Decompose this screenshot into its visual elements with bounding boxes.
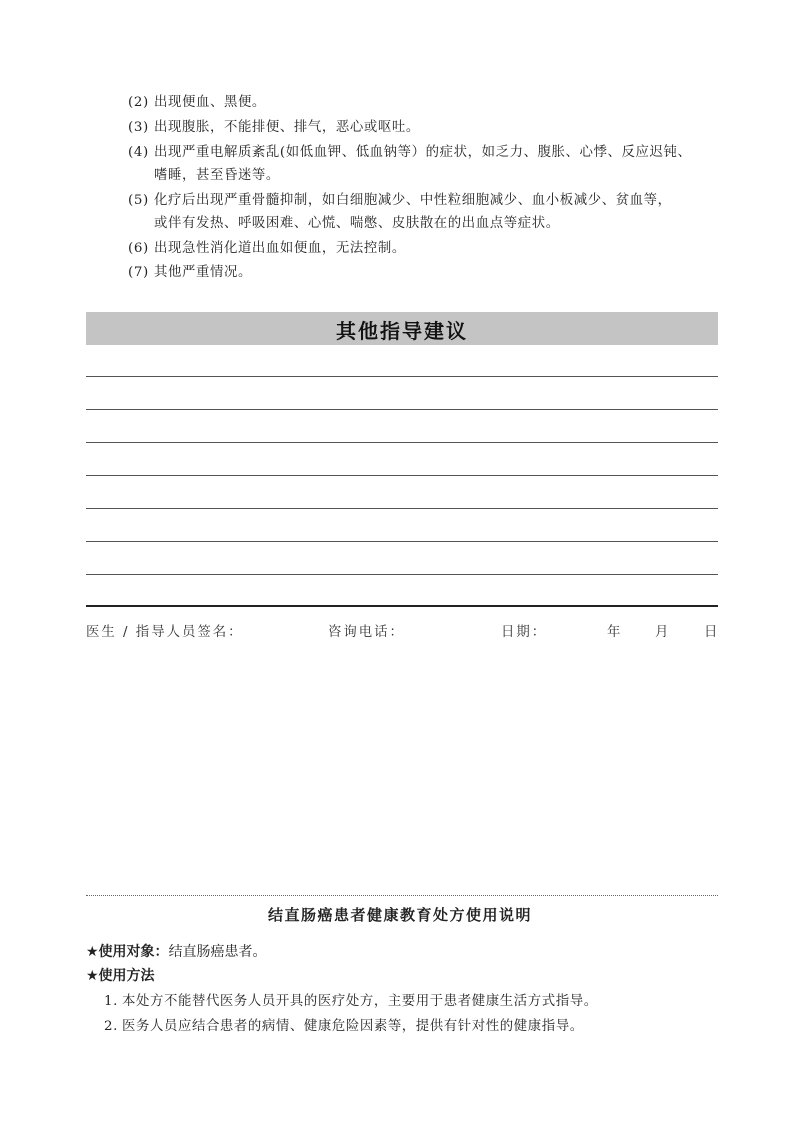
writing-line[interactable] <box>86 541 718 542</box>
month-label: 月 <box>655 625 671 640</box>
date-label: 日期： <box>501 625 548 640</box>
usage-method-2 <box>104 1015 584 1034</box>
method-number: 1. <box>104 994 118 1009</box>
writing-line[interactable] <box>86 442 718 443</box>
writing-line[interactable] <box>86 475 718 476</box>
item-text: 其他严重情况。 <box>154 265 252 280</box>
instructions-title: 结直肠癌患者健康教育处方使用说明 <box>267 906 532 924</box>
usage-method-heading <box>86 965 155 985</box>
symptom-item-4-continued: 嗜睡，甚至昏迷等。 <box>154 168 280 183</box>
year-label: 年 <box>607 625 623 640</box>
item-text: 出现急性消化道出血如便血，无法控制。 <box>154 241 406 256</box>
item-number: (4) <box>128 145 149 160</box>
day-label: 日 <box>704 625 720 640</box>
writing-line[interactable] <box>86 409 718 410</box>
usage-target-label: ★使用对象： <box>86 944 169 960</box>
item-number: (3) <box>128 120 149 135</box>
method-text: 本处方不能替代医务人员开具的医疗处方，主要用于患者健康生活方式指导。 <box>122 994 598 1009</box>
item-text: 出现便血、黑便。 <box>154 95 266 110</box>
usage-method-1 <box>104 990 598 1009</box>
item-text: 出现严重电解质紊乱(如低血钾、低血钠等）的症状，如乏力、腹胀、心悸、反应迟钝、 <box>154 145 692 160</box>
instructions-divider <box>86 895 718 896</box>
item-text: 出现腹胀，不能排便、排气，恶心或呕吐。 <box>154 120 420 135</box>
symptom-item-3 <box>128 118 420 138</box>
other-advice-banner <box>86 312 718 345</box>
method-text: 医务人员应结合患者的病情、健康危险因素等，提供有针对性的健康指导。 <box>122 1019 584 1034</box>
symptom-item-2 <box>128 93 266 113</box>
writing-line[interactable] <box>86 574 718 575</box>
usage-target-value: 结直肠癌患者。 <box>168 944 267 960</box>
item-number: (2) <box>128 95 149 110</box>
item-number: (6) <box>128 241 149 256</box>
symptom-item-5-continued: 或伴有发热、呼吸困难、心慌、喘憋、皮肤散在的出血点等症状。 <box>154 216 560 231</box>
writing-line[interactable] <box>86 508 718 509</box>
usage-method-label: ★使用方法 <box>86 968 155 984</box>
item-number: (5) <box>128 193 149 208</box>
writing-line[interactable] <box>86 376 718 377</box>
usage-target <box>86 941 267 961</box>
doctor-signature-label: 医生 / 指导人员签名： <box>86 625 244 640</box>
other-advice-title: 其他指导建议 <box>336 319 468 343</box>
item-number: (7) <box>128 265 149 280</box>
symptom-item-5 <box>128 191 672 211</box>
phone-label: 咨询电话： <box>328 625 405 640</box>
symptom-item-7 <box>128 263 252 283</box>
symptom-item-6 <box>128 239 406 259</box>
method-number: 2. <box>104 1019 118 1034</box>
item-text: 化疗后出现严重骨髓抑制，如白细胞减少、中性粒细胞减少、血小板减少、贫血等， <box>154 193 672 208</box>
signature-divider <box>86 605 718 607</box>
symptom-item-4 <box>128 143 691 163</box>
